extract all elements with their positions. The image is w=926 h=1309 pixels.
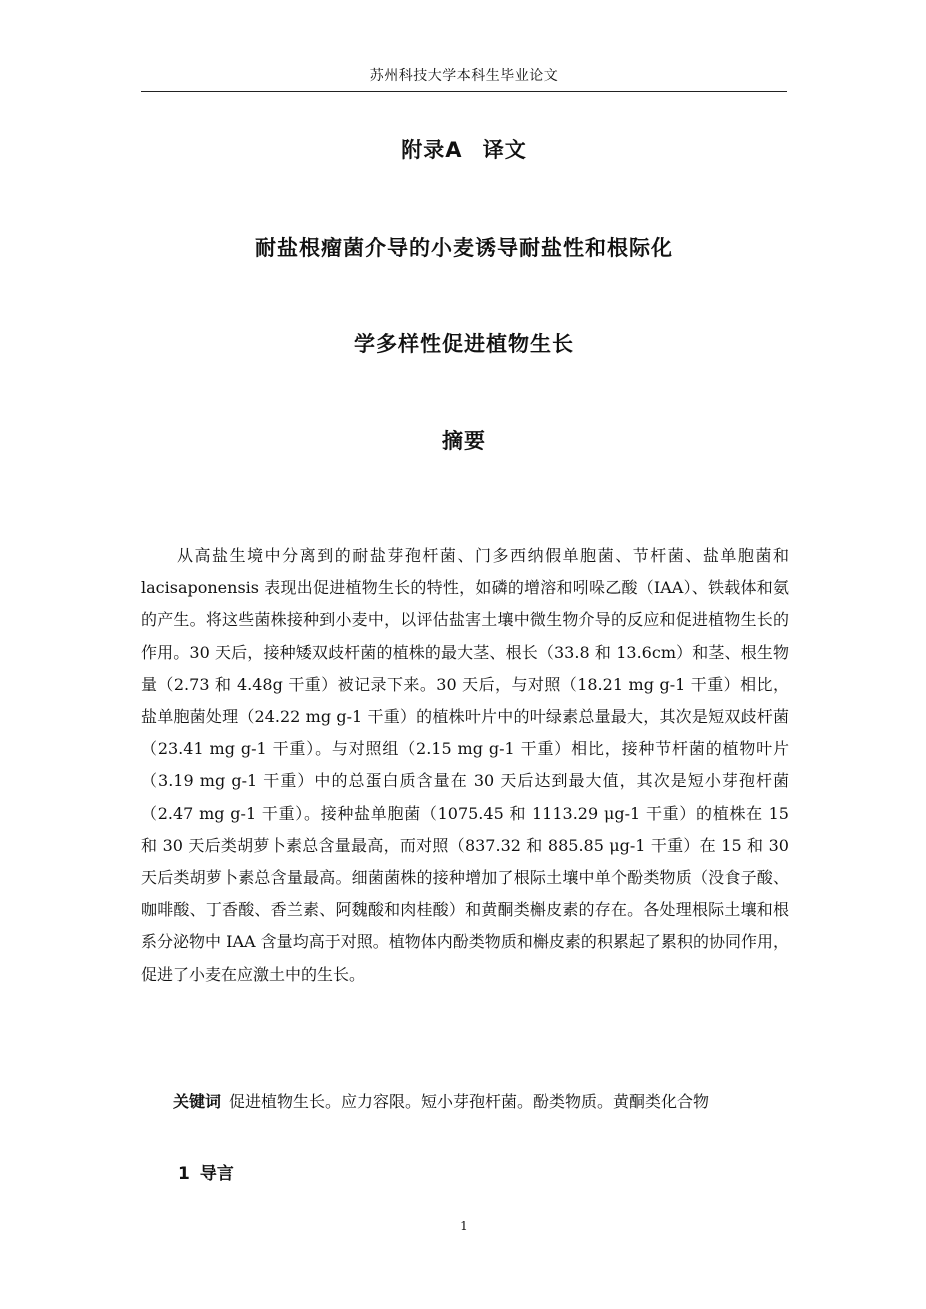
paper-title-line-1: 耐盐根瘤菌介导的小麦诱导耐盐性和根际化 — [255, 236, 673, 260]
abstract-heading: 摘要 — [442, 429, 486, 453]
abstract-paragraph: 从高盐生境中分离到的耐盐芽孢杆菌、门多西纳假单胞菌、节杆菌、盐单胞菌和 lacisaponensis 表现出促进植物生长的特性，如磷的增溶和吲哚乙酸（IAA）、铁载体和氨的产生。将这些菌株接种到小麦中，以评估盐害土壤中微生物介导的反应和促进植物生长的作用。30 天后，接种矮双歧杆菌的植株的最大茎、根长（33.8 和 13.6cm）和茎、根生物量（2.73 和 4.48g 干重）被记录下来。30 天后，与对照（18.21 mg g-1 干重）相比，盐单胞菌处理（24.22 mg g-1 干重）的植株叶片中的叶绿素总量最大，其次是短双歧杆菌（23.41 mg g-1 干重）。与对照组（2.15 mg g-1 干重）相比，接种节杆菌的植物叶片（3.19 mg g-1 干重）中的总蛋白质含量在 30 天后达到最大值，其次是短小芽孢杆菌（2.47 mg g-1 干重）。接种盐单胞菌（1075.45 和 1113.29 μg-1 干重）的植株在 15 和 30 天后类胡萝卜素总含量最高，而对照（837.32 和 885.85 μg-1 干重）在 15 和 30 天后类胡萝卜素总含量最高。细菌菌株的接种增加了根际土壤中单个酚类物质（没食子酸、咖啡酸、丁香酸、香兰素、阿魏酸和肉桂酸）和黄酮类槲皮素的存在。各处理根际土壤和根系分泌物中 IAA 含量均高于对照。植物体内酚类物质和槲皮素的积累起了累积的协同作用，促进了小麦在应激土中的生长。 — [141, 546, 789, 984]
page-number: 1 — [460, 1219, 468, 1233]
section-title: 导言 — [199, 1164, 234, 1184]
appendix-title: 附录A 译文 — [401, 138, 527, 162]
section-number: 1 — [178, 1164, 190, 1184]
section-heading-introduction — [178, 1160, 234, 1188]
running-header: 苏州科技大学本科生毕业论文 — [369, 68, 559, 84]
keywords-label: 关键词 — [173, 1092, 222, 1111]
keywords-line — [141, 1086, 789, 1118]
header-rule — [141, 91, 787, 92]
keywords-text: 促进植物生长。应力容限。短小芽孢杆菌。酚类物质。黄酮类化合物 — [229, 1092, 710, 1111]
paper-title-line-2: 学多样性促进植物生长 — [354, 332, 574, 356]
